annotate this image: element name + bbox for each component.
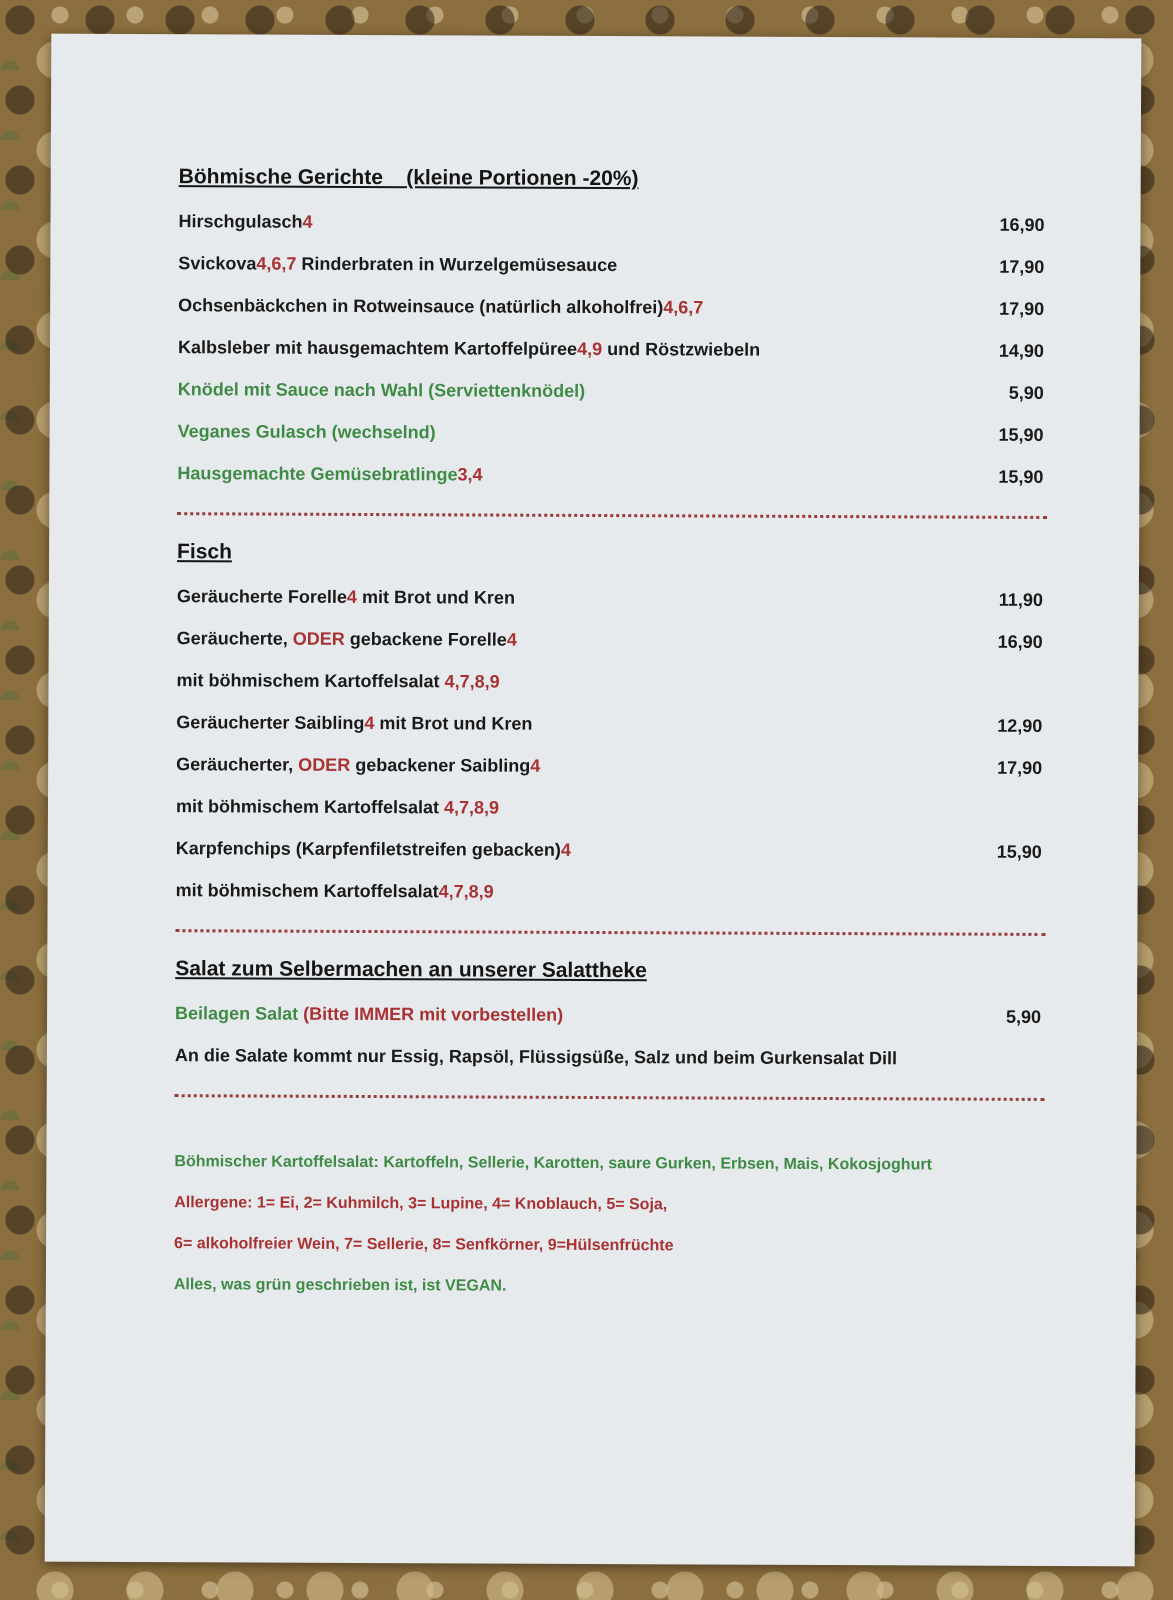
allergen-codes: 4,9 [577, 338, 603, 360]
allergen-codes: 4 [506, 629, 517, 650]
menu-item-veganes-gulasch [178, 410, 1048, 456]
item-price: 17,90 [999, 256, 1045, 277]
item-name: Hausgemachte Gemüsebratlinge [177, 463, 458, 485]
section-divider [177, 512, 1047, 519]
item-price: 5,90 [1005, 1006, 1042, 1027]
item-name: Hirschgulasch [178, 211, 303, 232]
section-divider [175, 929, 1045, 936]
item-name: Kalbsleber mit hausgemachtem Kartoffelpüree [177, 337, 578, 359]
item-name: Geräucherter Saibling [176, 712, 365, 734]
allergen-legend-2: 6= alkoholfreier Wein, 7= Sellerie, 8= Senfkörner, 9=Hülsenfrüchte [174, 1235, 674, 1255]
menu-content [174, 162, 1049, 1309]
item-price: 16,90 [997, 631, 1043, 652]
menu-item-side-kartoffelsalat [176, 869, 1046, 915]
item-description: mit Brot und Kren [356, 586, 516, 608]
section-title-boehmische-gerichte: Böhmische Gerichte (kleine Portionen -20%) [178, 165, 639, 191]
kartoffelsalat-ingredients: Böhmischer Kartoffelsalat: Kartoffeln, Sellerie, Karotten, saure Gurken, Erbsen, Mais, Kokosjoghurt [174, 1153, 932, 1174]
item-price: 16,90 [999, 214, 1045, 235]
menu-item-knoedel [178, 368, 1048, 414]
vegan-note: Alles, was grün geschrieben ist, ist VEGAN. [173, 1276, 507, 1295]
item-name: Knödel mit Sauce nach Wahl (Serviettenknödel) [177, 379, 586, 401]
item-name: Karpfenchips (Karpfenfiletstreifen gebacken) [175, 838, 561, 860]
section-title-salat: Salat zum Selbermachen an unserer Salattheke [175, 957, 647, 983]
menu-item-kalbsleber [178, 326, 1048, 372]
item-price: 5,90 [1008, 382, 1044, 403]
allergen-codes: 4,7,8,9 [438, 881, 494, 902]
item-price: 12,90 [997, 715, 1043, 736]
item-name: Veganes Gulasch (wechselnd) [177, 421, 436, 443]
item-price: 15,90 [998, 424, 1044, 445]
item-description: und Röstzwiebeln [602, 339, 761, 360]
item-description: gebackene Forelle [344, 628, 507, 650]
salad-info [175, 1034, 1045, 1080]
item-description: mit böhmischem Kartoffelsalat [176, 670, 445, 692]
oder-label: ODER [298, 754, 351, 775]
section-title-fisch: Fisch [177, 540, 232, 564]
allergen-codes: 4,7,8,9 [443, 797, 500, 818]
item-price: 15,90 [998, 466, 1044, 487]
menu-item-forelle-geraeuchert [177, 575, 1047, 621]
item-name: Geräucherter, [176, 754, 299, 775]
menu-item-side-kartoffelsalat [176, 659, 1046, 705]
item-description: mit Brot und Kren [374, 713, 533, 734]
allergen-legend-1: Allergene: 1= Ei, 2= Kuhmilch, 3= Lupine, 4= Knoblauch, 5= Soja, [174, 1194, 668, 1214]
menu-item-side-kartoffelsalat [176, 785, 1046, 831]
salad-info-text: An die Salate kommt nur Essig, Rapsöl, Flüssigsüße, Salz und beim Gurkensalat Dill [174, 1045, 898, 1069]
item-price: 17,90 [997, 757, 1043, 778]
menu-item-gemuesebratlinge [177, 452, 1047, 498]
allergen-codes: 3,4 [457, 464, 483, 485]
item-name: Geräucherte Forelle [176, 586, 348, 607]
item-name: Ochsenbäckchen in Rotweinsauce (natürlich alkoholfrei) [178, 295, 664, 318]
menu-item-saibling-geraeuchert [176, 701, 1046, 747]
allergen-codes: 4 [364, 713, 375, 734]
item-description: mit böhmischem Kartoffelsalat [175, 796, 445, 818]
allergen-codes: 4 [302, 211, 313, 232]
menu-item-svickova [178, 242, 1048, 288]
menu-item-karpfenchips [176, 827, 1046, 873]
allergen-codes: 4,6,7 [256, 253, 297, 274]
item-price: 17,90 [999, 298, 1045, 319]
allergen-codes: 4,7,8,9 [444, 671, 500, 692]
menu-item-beilagen-salat [175, 992, 1045, 1038]
item-name: Geräucherte, [176, 628, 293, 649]
menu-item-forelle-oder [177, 617, 1047, 663]
item-description: gebackener Saibling [350, 754, 531, 776]
item-name: Beilagen Salat [175, 1003, 304, 1024]
item-price: 15,90 [996, 841, 1042, 862]
item-price: 11,90 [998, 589, 1043, 610]
menu-item-ochsenbaeckchen [178, 284, 1048, 330]
item-description: mit böhmischem Kartoffelsalat [175, 880, 439, 902]
order-note: (Bitte IMMER mit vorbestellen) [303, 1003, 564, 1025]
section-divider [175, 1094, 1045, 1101]
menu-item-saibling-oder [176, 743, 1046, 789]
item-description: Rinderbraten in Wurzelgemüsesauce [296, 253, 618, 276]
allergen-codes: 4,6,7 [663, 297, 704, 318]
item-price: 14,90 [998, 340, 1045, 361]
allergen-codes: 4 [530, 755, 541, 776]
allergen-codes: 4 [346, 586, 358, 607]
oder-label: ODER [292, 628, 345, 649]
item-name: Svickova [178, 253, 257, 274]
menu-item-hirschgulasch [178, 200, 1048, 246]
menu-sheet [45, 34, 1142, 1567]
allergen-codes: 4 [560, 839, 571, 860]
